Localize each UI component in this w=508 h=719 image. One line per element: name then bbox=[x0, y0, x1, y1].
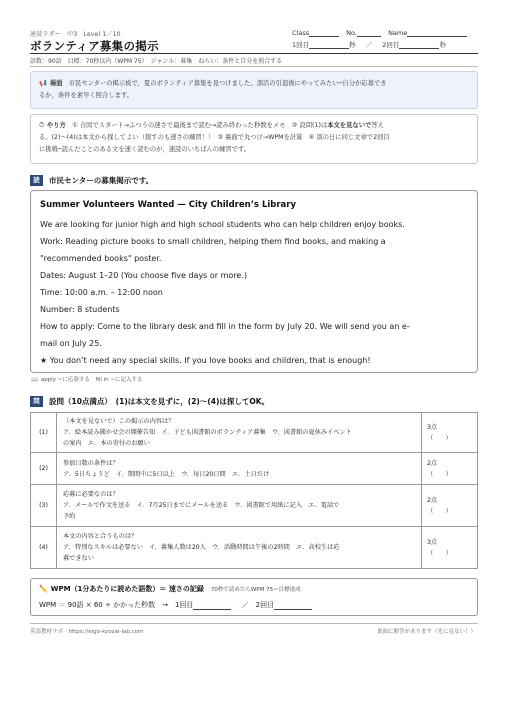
answer-cell[interactable] bbox=[422, 453, 478, 485]
series-label: 速読ラダー 中3 Level 1／10 bbox=[30, 31, 121, 38]
questions-title: 設問（10点満点） (1)は本文を見ずに，(2)～(4)は探してOK。 bbox=[49, 396, 270, 406]
sec-unit: 秒 bbox=[349, 41, 356, 49]
wpm-second-label: ／ 2回目 bbox=[241, 601, 275, 609]
footer-site: 英語教材ラボ https://eigo-kyozai-lab.com bbox=[30, 629, 144, 635]
notice-line: Dates: August 1–20 (You choose five days or more.) bbox=[40, 271, 247, 280]
sec-unit: 秒 bbox=[439, 41, 446, 49]
second-time-field[interactable] bbox=[399, 41, 439, 49]
questions-table bbox=[30, 412, 478, 569]
second-time-label: 2回目 bbox=[382, 41, 400, 49]
question-choices: ア．特別なスキルは必要ない イ．募集人数は20人 ウ．活動時間は午後の2時間 エ．高校生は応 bbox=[63, 544, 340, 551]
howto-emphasis: 本文を見ないで bbox=[327, 122, 372, 129]
answer-blank[interactable]: （ ） bbox=[427, 434, 452, 442]
scene-label: 場面 bbox=[49, 80, 63, 87]
read-title: 市民センターの募集掲示です。 bbox=[49, 175, 154, 185]
separator: ／ bbox=[365, 41, 373, 49]
question-tag: 問 bbox=[30, 396, 43, 407]
question-content bbox=[57, 485, 422, 527]
howto-text: 答え bbox=[371, 122, 384, 129]
question-text: （本文を見ないで）この掲示の内容は？ bbox=[63, 418, 175, 425]
question-number: (3) bbox=[31, 485, 57, 527]
question-content bbox=[57, 527, 422, 569]
no-label: No. bbox=[346, 29, 357, 37]
name-label: Name bbox=[388, 29, 408, 37]
scene-text-2: るか，条件を素早く照合します。 bbox=[39, 92, 133, 99]
notice-line: Time: 10:00 a.m. – 12:00 noon bbox=[40, 288, 163, 297]
wpm-formula: WPM ＝ 90語 × 60 ÷ かかった秒数 → 1回目 bbox=[39, 601, 194, 609]
question-choices-cont: の案内 エ．本の寄付のお願い bbox=[63, 440, 150, 447]
howto-text-3: に挑戦─読んだことのある文を速く読むのが，速読のいちばんの練習です。 bbox=[39, 146, 251, 153]
answer-cell[interactable] bbox=[422, 527, 478, 569]
points: 2点 bbox=[427, 496, 438, 504]
vocab-note bbox=[31, 375, 143, 383]
questions-section-header bbox=[30, 395, 269, 407]
notice-title: Summer Volunteers Wanted — City Children’s Library bbox=[40, 200, 297, 210]
question-choices-cont: 予約 bbox=[63, 513, 76, 520]
notice-line: Work: Reading picture books to small children, helping them find books, and making a bbox=[40, 237, 386, 246]
wpm-note: 70秒で読めたらWPM 75＝目標達成 bbox=[210, 587, 301, 593]
howto-text-2: る。(2)～(4)は本文から探してよい（探すのも速さの練習！） ③ 裏面で丸つけ→WPMを計算 ④ 別の日に同じ文章で2回目 bbox=[39, 134, 390, 141]
question-content bbox=[57, 453, 422, 485]
table-row bbox=[31, 413, 478, 453]
question-choices-cont: 募できない bbox=[63, 555, 94, 562]
notice-line: How to apply: Come to the library desk and fill in the form by July 20. We will send you an e- bbox=[40, 322, 410, 331]
footer-note: 裏面に解答があります（先に見ない！） bbox=[376, 629, 476, 635]
notice-line: We are looking for junior high and high school students who can help children enjoy books. bbox=[40, 220, 405, 229]
first-time-label: 1回目 bbox=[292, 41, 310, 49]
notice-line: ★ You don’t need any special skills. If you love books and children, that is enough! bbox=[40, 356, 371, 365]
wpm-title-row bbox=[39, 584, 301, 594]
question-choices: ア．5日ちょうど イ．期間中に5日以上 ウ．毎日20日間 エ．土日だけ bbox=[63, 470, 270, 478]
wpm-second-field[interactable] bbox=[274, 602, 312, 610]
answer-blank[interactable]: （ ） bbox=[427, 507, 452, 515]
wpm-formula-row bbox=[39, 600, 312, 610]
meta-info: 語数：90語 目標：70秒以内（WPM 75） ジャンル：募集 ねらい：条件と自分を照合する bbox=[30, 58, 283, 65]
answer-cell[interactable] bbox=[422, 413, 478, 453]
question-text: 応募に必要なのは？ bbox=[63, 491, 119, 498]
points: 2点 bbox=[427, 459, 438, 467]
answer-cell[interactable] bbox=[422, 485, 478, 527]
page-title: ボランティア募集の掲示 bbox=[30, 39, 159, 53]
vocab-text: apply ~に応募する fill in ~に記入する bbox=[40, 377, 143, 383]
read-tag: 読 bbox=[30, 175, 43, 186]
wpm-first-field[interactable] bbox=[193, 602, 231, 610]
speaker-icon: 📢 bbox=[39, 80, 47, 87]
notice-passage bbox=[30, 190, 478, 373]
question-content bbox=[57, 413, 422, 453]
wpm-title: WPM（1分あたりに読めた語数）＝ 速さの記録 bbox=[50, 585, 204, 593]
notice-line: "recommended books" poster. bbox=[40, 254, 162, 263]
stopwatch-icon: ⏱ bbox=[39, 122, 44, 129]
time-record-row bbox=[292, 40, 446, 49]
question-number: (1) bbox=[31, 413, 57, 453]
table-row bbox=[31, 453, 478, 485]
no-field[interactable] bbox=[357, 29, 381, 37]
first-time-field[interactable] bbox=[309, 41, 349, 49]
notice-line: Number: 8 students bbox=[40, 305, 120, 314]
question-text: 本文の内容と合うものは？ bbox=[63, 533, 138, 540]
answer-blank[interactable]: （ ） bbox=[427, 549, 452, 557]
points: 3点 bbox=[427, 538, 438, 546]
question-number: (4) bbox=[31, 527, 57, 569]
meta-divider bbox=[30, 66, 478, 67]
student-info-row bbox=[292, 29, 467, 37]
question-choices: ア．絵本読み聞かせ会の開催告知 イ．子ども図書館のボランティア募集 ウ．図書館の夏休みイベント bbox=[63, 429, 352, 436]
reading-section-header bbox=[30, 174, 153, 186]
notice-line: mail on July 25. bbox=[40, 339, 102, 348]
name-field[interactable] bbox=[407, 29, 467, 37]
footer-divider bbox=[30, 623, 478, 624]
points: 3点 bbox=[427, 423, 438, 431]
scene-box bbox=[30, 71, 478, 109]
howto-label: やり方 bbox=[46, 122, 66, 129]
table-row bbox=[31, 527, 478, 569]
header-divider bbox=[30, 53, 478, 54]
howto-text: ① 合図でスタート→ふつうの速さで最後まで読む→読み終わった秒数をメモ ② 設問(1)は bbox=[72, 122, 328, 129]
question-choices: ア．メールで作文を送る イ．7月25日までにメールを送る ウ．図書館で用紙に記入 エ．電話で bbox=[63, 502, 340, 509]
howto-box bbox=[30, 114, 478, 164]
answer-blank[interactable]: （ ） bbox=[427, 470, 452, 478]
scene-text: 市民センターの掲示板で，夏のボランティア募集を見つけました。部活の引退後にやってみたい─自分が応募でき bbox=[68, 80, 387, 87]
book-icon: 📖 bbox=[31, 377, 38, 383]
class-field[interactable] bbox=[309, 29, 339, 37]
question-text: 参加日数の条件は？ bbox=[63, 459, 119, 467]
pencil-icon: ✏️ bbox=[39, 585, 48, 593]
class-label: Class bbox=[292, 29, 310, 37]
question-number: (2) bbox=[31, 453, 57, 485]
wpm-box bbox=[30, 578, 478, 616]
table-row bbox=[31, 485, 478, 527]
